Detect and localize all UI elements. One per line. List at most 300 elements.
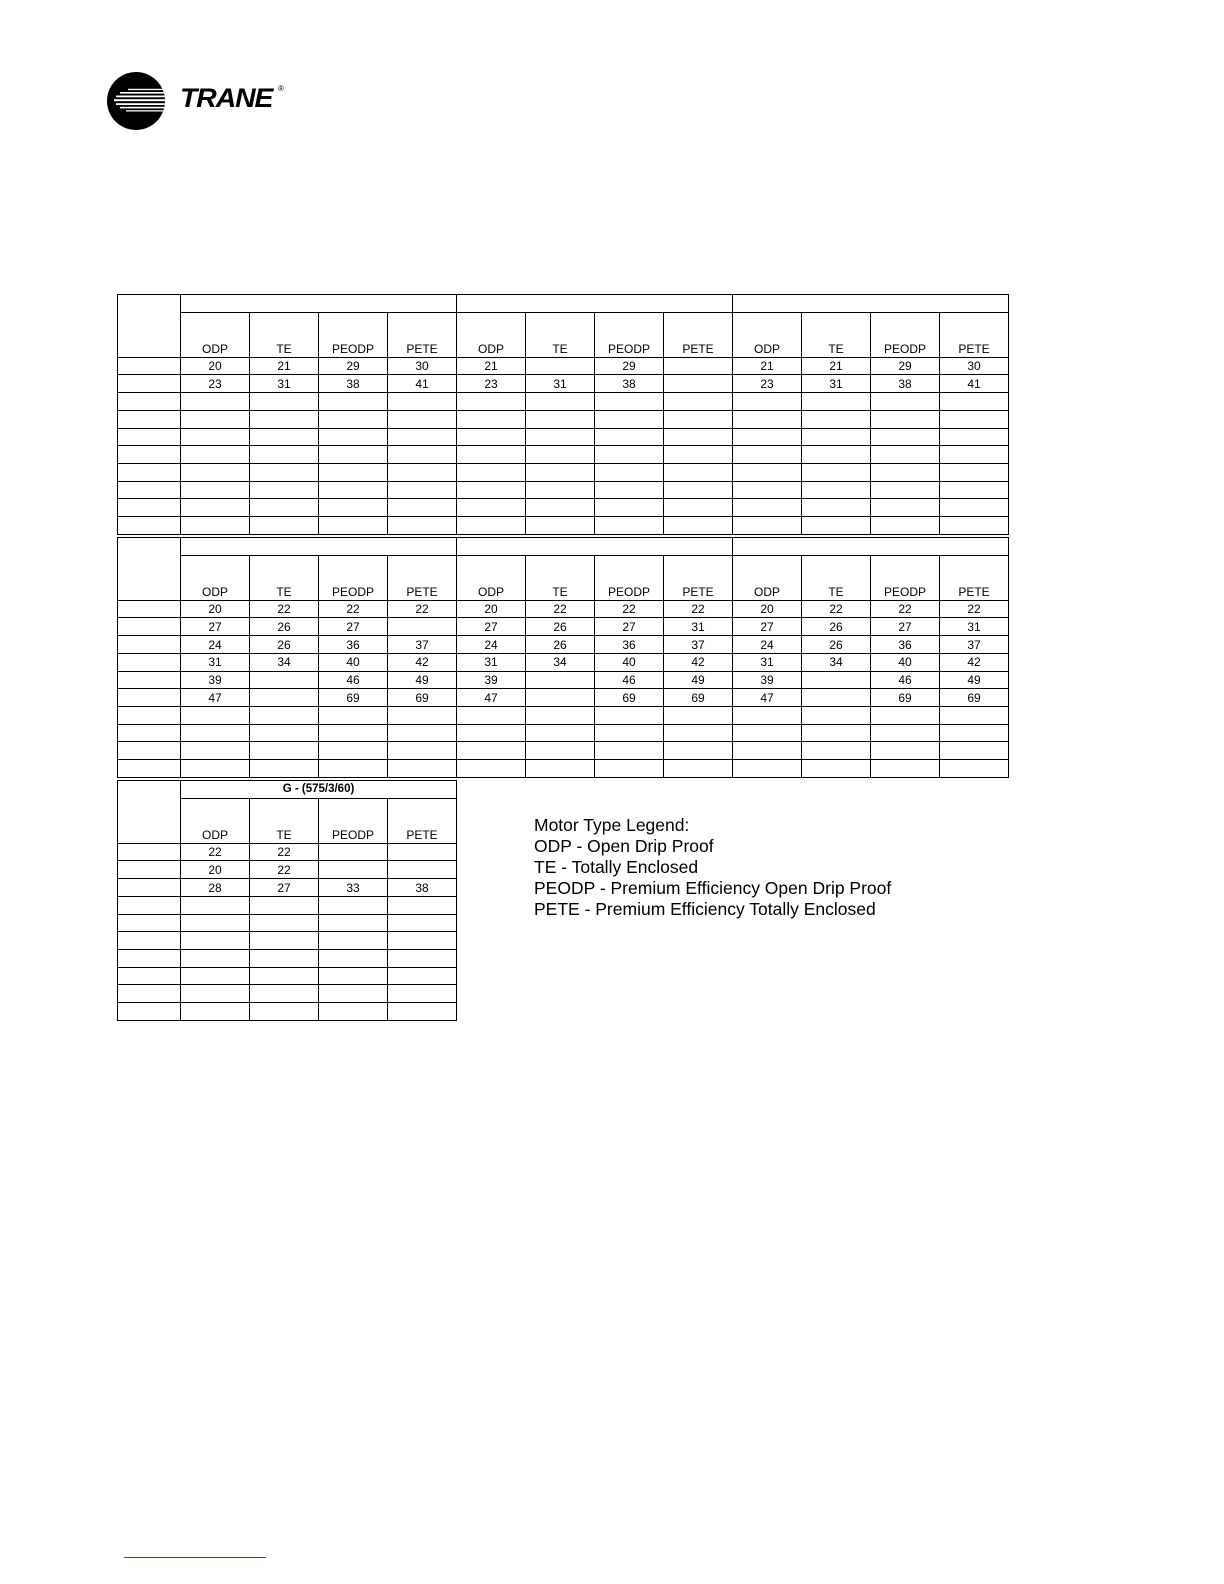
value-cell: [595, 706, 664, 724]
table-row: [118, 636, 1009, 654]
value-cell: [664, 393, 733, 411]
value-cell: [526, 671, 595, 689]
value-cell: [802, 410, 871, 428]
value-cell: [388, 724, 457, 742]
row-label-cell: [118, 689, 181, 707]
value-cell: [733, 446, 802, 464]
table-row: [118, 618, 1009, 636]
row-label-cell: [118, 446, 181, 464]
group-title: [733, 295, 1009, 313]
value-cell: 20: [733, 600, 802, 618]
value-cell: 49: [388, 671, 457, 689]
row-label-cell: [118, 375, 181, 393]
value-cell: [250, 759, 319, 777]
brand-name: TRANE: [180, 83, 273, 113]
value-cell: [250, 1002, 319, 1020]
value-cell: 23: [457, 375, 526, 393]
value-cell: [595, 446, 664, 464]
value-cell: 27: [319, 618, 388, 636]
value-cell: [319, 896, 388, 914]
value-cell: [250, 689, 319, 707]
value-cell: 20: [181, 600, 250, 618]
value-cell: 37: [664, 636, 733, 654]
value-cell: 22: [871, 600, 940, 618]
legend-item: PEODP - Premium Efficiency Open Drip Proof: [534, 878, 892, 898]
value-cell: [526, 724, 595, 742]
value-cell: 22: [664, 600, 733, 618]
value-cell: 41: [940, 375, 1009, 393]
value-cell: [526, 742, 595, 760]
value-cell: [802, 393, 871, 411]
value-cell: 21: [457, 357, 526, 375]
value-cell: [181, 706, 250, 724]
value-cell: 69: [664, 689, 733, 707]
registered-mark: ®: [278, 84, 284, 93]
value-cell: [733, 428, 802, 446]
value-cell: [595, 463, 664, 481]
value-cell: [802, 446, 871, 464]
value-cell: 27: [181, 618, 250, 636]
value-cell: 37: [388, 636, 457, 654]
table-row: [118, 759, 1009, 777]
column-header: TE: [802, 555, 871, 600]
value-cell: 21: [250, 357, 319, 375]
value-cell: [319, 742, 388, 760]
column-header: TE: [250, 798, 319, 843]
table-row: [118, 516, 1009, 534]
value-cell: 30: [940, 357, 1009, 375]
value-cell: [940, 446, 1009, 464]
value-cell: [664, 742, 733, 760]
value-cell: [250, 967, 319, 985]
value-cell: 37: [940, 636, 1009, 654]
value-cell: [871, 742, 940, 760]
row-label-cell: [118, 742, 181, 760]
value-cell: [388, 499, 457, 517]
value-cell: 47: [733, 689, 802, 707]
value-cell: [871, 759, 940, 777]
value-cell: [250, 410, 319, 428]
footer-link-underline: [124, 1557, 266, 1558]
value-cell: [250, 932, 319, 950]
value-cell: [526, 393, 595, 411]
column-header: ODP: [181, 555, 250, 600]
value-cell: [388, 463, 457, 481]
value-cell: [664, 375, 733, 393]
value-cell: [457, 516, 526, 534]
value-cell: [319, 985, 388, 1003]
value-cell: 31: [526, 375, 595, 393]
value-cell: [526, 516, 595, 534]
value-cell: [940, 724, 1009, 742]
value-cell: 24: [457, 636, 526, 654]
column-header: PEODP: [871, 312, 940, 357]
value-cell: 22: [526, 600, 595, 618]
value-cell: [664, 446, 733, 464]
value-cell: 47: [457, 689, 526, 707]
value-cell: 30: [388, 357, 457, 375]
value-cell: [250, 671, 319, 689]
table-row: [118, 653, 1009, 671]
value-cell: [733, 724, 802, 742]
value-cell: 21: [733, 357, 802, 375]
value-cell: 42: [388, 653, 457, 671]
value-cell: [181, 896, 250, 914]
value-cell: 26: [250, 618, 319, 636]
column-header: PETE: [940, 312, 1009, 357]
value-cell: 69: [871, 689, 940, 707]
value-cell: [940, 499, 1009, 517]
value-cell: [802, 463, 871, 481]
group-title: [181, 295, 457, 313]
value-cell: 69: [940, 689, 1009, 707]
value-cell: [871, 446, 940, 464]
corner-cell: [118, 781, 181, 844]
value-cell: [733, 393, 802, 411]
value-cell: [526, 463, 595, 481]
motor-table-middle: [117, 537, 1009, 778]
value-cell: [250, 499, 319, 517]
value-cell: [595, 516, 664, 534]
value-cell: [871, 499, 940, 517]
value-cell: [664, 706, 733, 724]
value-cell: [457, 742, 526, 760]
value-cell: [319, 516, 388, 534]
column-header: TE: [526, 555, 595, 600]
value-cell: 20: [181, 357, 250, 375]
table-row: [118, 706, 1009, 724]
value-cell: 23: [733, 375, 802, 393]
column-header: PEODP: [319, 798, 388, 843]
value-cell: [250, 985, 319, 1003]
table-row: [118, 446, 1009, 464]
value-cell: 69: [388, 689, 457, 707]
value-cell: [871, 463, 940, 481]
value-cell: [871, 410, 940, 428]
value-cell: [526, 499, 595, 517]
value-cell: 31: [250, 375, 319, 393]
value-cell: 22: [250, 843, 319, 861]
value-cell: 29: [319, 357, 388, 375]
value-cell: [940, 706, 1009, 724]
value-cell: [457, 463, 526, 481]
row-label-cell: [118, 914, 181, 932]
column-header: PEODP: [319, 555, 388, 600]
column-header: ODP: [457, 555, 526, 600]
row-label-cell: [118, 357, 181, 375]
value-cell: [664, 516, 733, 534]
value-cell: [664, 724, 733, 742]
value-cell: 29: [871, 357, 940, 375]
value-cell: 36: [595, 636, 664, 654]
value-cell: 31: [733, 653, 802, 671]
value-cell: [319, 1002, 388, 1020]
value-cell: [802, 481, 871, 499]
value-cell: 27: [871, 618, 940, 636]
value-cell: 36: [319, 636, 388, 654]
value-cell: [181, 516, 250, 534]
value-cell: [250, 742, 319, 760]
value-cell: 49: [940, 671, 1009, 689]
value-cell: 40: [595, 653, 664, 671]
row-label-cell: [118, 600, 181, 618]
trane-logo: [106, 70, 296, 132]
value-cell: [457, 446, 526, 464]
value-cell: [802, 742, 871, 760]
value-cell: [457, 759, 526, 777]
value-cell: [940, 410, 1009, 428]
row-label-cell: [118, 932, 181, 950]
value-cell: [733, 499, 802, 517]
value-cell: [457, 724, 526, 742]
value-cell: 22: [802, 600, 871, 618]
motor-table-bottom: [117, 780, 457, 1021]
value-cell: 46: [871, 671, 940, 689]
value-cell: [181, 463, 250, 481]
value-cell: [181, 481, 250, 499]
value-cell: [940, 463, 1009, 481]
value-cell: [526, 481, 595, 499]
value-cell: [802, 671, 871, 689]
row-label-cell: [118, 724, 181, 742]
value-cell: [733, 516, 802, 534]
value-cell: [250, 724, 319, 742]
value-cell: [871, 724, 940, 742]
value-cell: [181, 499, 250, 517]
trane-emblem-icon: [106, 70, 168, 132]
value-cell: [733, 463, 802, 481]
value-cell: [181, 1002, 250, 1020]
column-header: PEODP: [595, 312, 664, 357]
value-cell: [319, 446, 388, 464]
legend-item: ODP - Open Drip Proof: [534, 836, 714, 856]
row-label-cell: [118, 843, 181, 861]
value-cell: 69: [319, 689, 388, 707]
value-cell: 69: [595, 689, 664, 707]
value-cell: [802, 724, 871, 742]
value-cell: [250, 446, 319, 464]
column-header-row: [118, 312, 1009, 357]
row-label-cell: [118, 759, 181, 777]
value-cell: [181, 759, 250, 777]
table-row: [118, 879, 457, 897]
table-row: [118, 742, 1009, 760]
value-cell: [388, 446, 457, 464]
row-label-cell: [118, 481, 181, 499]
value-cell: [181, 724, 250, 742]
value-cell: 46: [319, 671, 388, 689]
motor-table-top: [117, 294, 1009, 535]
value-cell: [319, 481, 388, 499]
value-cell: [733, 742, 802, 760]
value-cell: [388, 706, 457, 724]
value-cell: [388, 896, 457, 914]
value-cell: [802, 759, 871, 777]
value-cell: [250, 516, 319, 534]
value-cell: [595, 742, 664, 760]
value-cell: 27: [595, 618, 664, 636]
value-cell: 22: [181, 843, 250, 861]
value-cell: [940, 742, 1009, 760]
value-cell: [388, 861, 457, 879]
value-cell: 39: [181, 671, 250, 689]
row-label-cell: [118, 861, 181, 879]
value-cell: 26: [802, 636, 871, 654]
value-cell: [250, 393, 319, 411]
value-cell: 39: [733, 671, 802, 689]
row-label-cell: [118, 428, 181, 446]
value-cell: [388, 949, 457, 967]
value-cell: 22: [940, 600, 1009, 618]
value-cell: [802, 689, 871, 707]
value-cell: [181, 949, 250, 967]
value-cell: 27: [250, 879, 319, 897]
value-cell: 34: [802, 653, 871, 671]
value-cell: [526, 410, 595, 428]
value-cell: [802, 499, 871, 517]
value-cell: [595, 410, 664, 428]
table-row: [118, 463, 1009, 481]
column-header: TE: [250, 312, 319, 357]
value-cell: 29: [595, 357, 664, 375]
table-row: [118, 861, 457, 879]
value-cell: [250, 428, 319, 446]
value-cell: 46: [595, 671, 664, 689]
value-cell: 31: [940, 618, 1009, 636]
value-cell: 42: [940, 653, 1009, 671]
value-cell: [595, 428, 664, 446]
value-cell: [457, 706, 526, 724]
value-cell: [319, 393, 388, 411]
value-cell: [802, 428, 871, 446]
value-cell: [664, 759, 733, 777]
value-cell: [388, 410, 457, 428]
value-cell: [388, 481, 457, 499]
table-row: [118, 689, 1009, 707]
value-cell: [526, 357, 595, 375]
value-cell: [526, 759, 595, 777]
value-cell: [250, 706, 319, 724]
group-title: [457, 538, 733, 556]
value-cell: 49: [664, 671, 733, 689]
column-header: TE: [250, 555, 319, 600]
value-cell: 33: [319, 879, 388, 897]
value-cell: 24: [733, 636, 802, 654]
value-cell: 22: [388, 600, 457, 618]
value-cell: [319, 463, 388, 481]
group-title: [733, 538, 1009, 556]
value-cell: [388, 967, 457, 985]
row-label-cell: [118, 967, 181, 985]
legend-item: TE - Totally Enclosed: [534, 857, 699, 877]
value-cell: [250, 463, 319, 481]
row-label-cell: [118, 636, 181, 654]
value-cell: [940, 481, 1009, 499]
value-cell: [457, 499, 526, 517]
table-row: [118, 481, 1009, 499]
motor-type-legend: [534, 815, 891, 920]
value-cell: [871, 393, 940, 411]
row-label-cell: [118, 896, 181, 914]
value-cell: [388, 516, 457, 534]
table-row: [118, 949, 457, 967]
value-cell: 20: [181, 861, 250, 879]
value-cell: [664, 481, 733, 499]
table-row: [118, 499, 1009, 517]
value-cell: 22: [250, 861, 319, 879]
value-cell: [595, 724, 664, 742]
corner-cell: [118, 295, 181, 358]
value-cell: [526, 706, 595, 724]
value-cell: 38: [319, 375, 388, 393]
value-cell: 31: [181, 653, 250, 671]
value-cell: [733, 481, 802, 499]
value-cell: 40: [319, 653, 388, 671]
value-cell: [940, 428, 1009, 446]
value-cell: 26: [526, 636, 595, 654]
value-cell: [595, 481, 664, 499]
value-cell: [595, 393, 664, 411]
column-header: PEODP: [319, 312, 388, 357]
group-title: G - (575/3/60): [181, 781, 457, 799]
value-cell: [181, 914, 250, 932]
value-cell: [319, 428, 388, 446]
value-cell: 40: [871, 653, 940, 671]
value-cell: 47: [181, 689, 250, 707]
column-header: PETE: [664, 555, 733, 600]
table-row: [118, 393, 1009, 411]
value-cell: [664, 410, 733, 428]
value-cell: [871, 516, 940, 534]
value-cell: [181, 428, 250, 446]
value-cell: [940, 393, 1009, 411]
group-title: [181, 538, 457, 556]
column-header: PETE: [388, 798, 457, 843]
value-cell: [319, 724, 388, 742]
value-cell: 26: [250, 636, 319, 654]
value-cell: [388, 914, 457, 932]
value-cell: [319, 499, 388, 517]
value-cell: [388, 393, 457, 411]
row-label-cell: [118, 516, 181, 534]
value-cell: 38: [388, 879, 457, 897]
value-cell: [457, 428, 526, 446]
value-cell: [388, 742, 457, 760]
value-cell: [319, 932, 388, 950]
column-header: ODP: [181, 798, 250, 843]
corner-cell: [118, 538, 181, 601]
column-header: ODP: [733, 312, 802, 357]
value-cell: [319, 967, 388, 985]
value-cell: 22: [595, 600, 664, 618]
value-cell: 24: [181, 636, 250, 654]
value-cell: [319, 949, 388, 967]
value-cell: 31: [802, 375, 871, 393]
table-row: [118, 914, 457, 932]
table-row: [118, 843, 457, 861]
group-header-row: [118, 538, 1009, 556]
value-cell: [526, 689, 595, 707]
value-cell: [457, 481, 526, 499]
value-cell: 21: [802, 357, 871, 375]
value-cell: [250, 914, 319, 932]
table-row: [118, 967, 457, 985]
column-header: PETE: [388, 312, 457, 357]
value-cell: [319, 861, 388, 879]
column-header: ODP: [457, 312, 526, 357]
value-cell: 22: [250, 600, 319, 618]
row-label-cell: [118, 410, 181, 428]
